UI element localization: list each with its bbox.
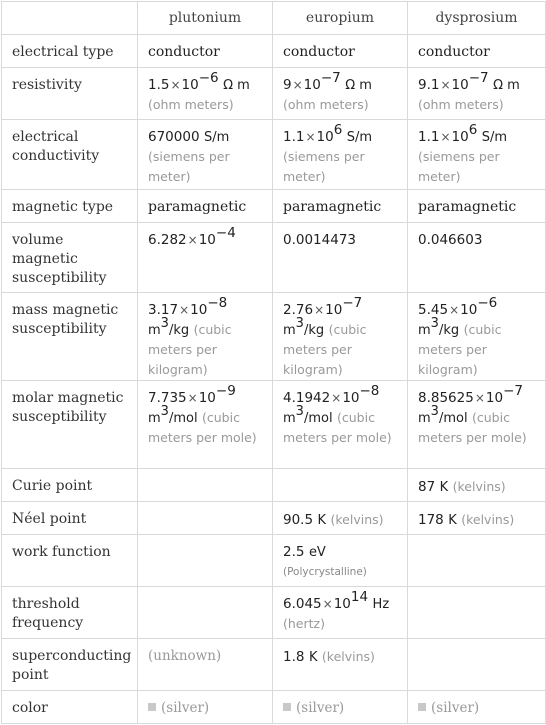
- value-unit: S/m: [204, 130, 230, 145]
- header-row: [2, 2, 546, 35]
- times-sign: ×: [322, 597, 333, 611]
- table-cell: [408, 587, 546, 639]
- table-cell: [138, 469, 273, 502]
- value-unit: m: [418, 323, 431, 338]
- row-label: resistivity: [2, 68, 138, 120]
- value-exponent: −6: [477, 295, 498, 312]
- row-label: superconducting point: [2, 639, 138, 691]
- unit-description: (hertz): [283, 616, 325, 631]
- table-cell: [408, 502, 546, 535]
- row-label: volume magnetic susceptibility: [2, 223, 138, 293]
- value-unit: K: [317, 513, 327, 528]
- times-sign: ×: [474, 391, 485, 405]
- value-plain: 1.8: [283, 649, 305, 665]
- row-label: electrical type: [2, 35, 138, 68]
- table-cell: [408, 469, 546, 502]
- table-cell: paramagnetic: [138, 190, 273, 223]
- unit-exponent: 3: [430, 316, 439, 332]
- color-value: (silver): [296, 700, 345, 716]
- value-unit: K: [448, 513, 457, 528]
- value-exponent: −6: [198, 70, 219, 87]
- table-cell: [273, 293, 408, 381]
- value-mantissa: 2.76: [283, 302, 314, 318]
- row-label: Néel point: [2, 502, 138, 535]
- row-label: work function: [2, 535, 138, 587]
- table-cell: [138, 293, 273, 381]
- table-row: [2, 293, 546, 381]
- table-cell: [138, 120, 273, 190]
- value-mantissa: 4.1942: [283, 390, 331, 406]
- unit-description: (kelvins): [461, 512, 515, 527]
- value-base: 10: [303, 77, 321, 93]
- row-label: molar magnetic susceptibility: [2, 381, 138, 469]
- table-row: [2, 120, 546, 190]
- value-plain: 87: [418, 479, 436, 495]
- table-cell: paramagnetic: [408, 190, 546, 223]
- table-cell: [408, 68, 546, 120]
- value-plain: 0.046603: [418, 232, 483, 248]
- value-base: 10: [198, 232, 216, 248]
- table-cell: [273, 120, 408, 190]
- table-row: [2, 691, 546, 724]
- column-header-plutonium: plutonium: [138, 2, 273, 35]
- value-unit-suffix: /mol: [303, 411, 333, 426]
- value-exponent: −8: [207, 295, 228, 312]
- value-plain: 670000: [148, 129, 200, 145]
- value-mantissa: 7.735: [148, 390, 187, 406]
- times-sign: ×: [449, 303, 460, 317]
- table-cell: [408, 120, 546, 190]
- unit-exponent: 3: [295, 316, 304, 332]
- unit-description: (cubic meters per mole): [418, 410, 527, 445]
- table-row: [2, 639, 546, 691]
- value-unit: Ω m: [493, 78, 520, 93]
- row-label: magnetic type: [2, 190, 138, 223]
- value-base: 10: [485, 390, 504, 406]
- value-unit: K: [308, 650, 318, 665]
- value-unit: S/m: [481, 130, 508, 145]
- times-sign: ×: [331, 391, 342, 405]
- value-base: 10: [451, 129, 469, 145]
- unit-description: (kelvins): [321, 649, 375, 664]
- value-unit: m: [148, 323, 161, 338]
- table-row: [2, 190, 546, 223]
- value-base: 10: [181, 77, 199, 93]
- value-base: 10: [325, 302, 343, 318]
- color-swatch: [283, 703, 291, 711]
- table-cell: [138, 691, 273, 724]
- table-cell: [408, 691, 546, 724]
- unit-exponent: 3: [430, 404, 439, 420]
- unit-description: (kelvins): [452, 479, 506, 494]
- table-cell: [138, 223, 273, 293]
- color-value: (silver): [161, 700, 210, 716]
- color-swatch: [418, 703, 426, 711]
- table-row: [2, 469, 546, 502]
- value-mantissa: 6.282: [148, 232, 187, 248]
- unit-description: (cubic meters per kilogram): [418, 322, 502, 377]
- unit-description: (cubic meters per mole): [148, 410, 257, 445]
- table-cell: [138, 639, 273, 691]
- value-unit: S/m: [346, 130, 373, 145]
- value-plain: 0.0014473: [283, 232, 357, 248]
- table-cell: [408, 223, 546, 293]
- value-unit: m: [418, 411, 431, 426]
- value-base: 10: [190, 302, 208, 318]
- value-base: 10: [342, 390, 360, 406]
- table-row: [2, 68, 546, 120]
- table-cell: paramagnetic: [273, 190, 408, 223]
- table-cell: [273, 639, 408, 691]
- row-label: Curie point: [2, 469, 138, 502]
- value-mantissa: 1.1: [283, 129, 305, 145]
- row-label: mass magnetic susceptibility: [2, 293, 138, 381]
- unit-description: (siemens per meter): [418, 149, 500, 184]
- value-mantissa: 9: [283, 77, 292, 93]
- unit-exponent: 3: [295, 404, 304, 420]
- table-cell: [273, 469, 408, 502]
- color-swatch: [148, 703, 156, 711]
- value-exponent: 6: [333, 122, 343, 139]
- value-unit: eV: [308, 545, 326, 560]
- column-header-dysprosium: dysprosium: [408, 2, 546, 35]
- corner-cell: [2, 2, 138, 35]
- table-cell: conductor: [273, 35, 408, 68]
- value-mantissa: 5.45: [418, 302, 449, 318]
- value-base: 10: [451, 77, 469, 93]
- value-mantissa: 8.85625: [418, 390, 474, 406]
- table-cell: [273, 502, 408, 535]
- table-cell: [273, 535, 408, 587]
- value-base: 10: [460, 302, 478, 318]
- table-cell: [138, 381, 273, 469]
- value-exponent: −7: [320, 70, 341, 87]
- row-label: color: [2, 691, 138, 724]
- unit-exponent: 3: [160, 316, 169, 332]
- row-label: electrical conductivity: [2, 120, 138, 190]
- unit-description: (ohm meters): [148, 97, 234, 112]
- unit-description: (siemens per meter): [283, 149, 365, 184]
- unit-description: (cubic meters per kilogram): [283, 322, 367, 377]
- properties-table: [1, 1, 546, 724]
- table-row: [2, 587, 546, 639]
- times-sign: ×: [440, 130, 451, 144]
- column-header-europium: europium: [273, 2, 408, 35]
- times-sign: ×: [187, 391, 198, 405]
- table-cell: [408, 381, 546, 469]
- table-row: [2, 502, 546, 535]
- value-plain: 178: [418, 512, 444, 528]
- table-cell: [273, 691, 408, 724]
- table-row: [2, 381, 546, 469]
- value-base: 10: [316, 129, 334, 145]
- times-sign: ×: [187, 233, 198, 247]
- value-base: 10: [333, 596, 351, 612]
- value-unit: K: [439, 480, 449, 495]
- value-mantissa: 3.17: [148, 302, 179, 318]
- value-unit: Hz: [372, 597, 390, 612]
- table-cell: conductor: [138, 35, 273, 68]
- value-mantissa: 1.1: [418, 129, 440, 145]
- value-mantissa: 1.5: [148, 77, 170, 93]
- value-exponent: 6: [468, 122, 478, 139]
- value-unit: m: [283, 411, 296, 426]
- value-unit-suffix: /kg: [303, 323, 325, 338]
- unit-exponent: 3: [160, 404, 169, 420]
- unit-description: (siemens per meter): [148, 149, 230, 184]
- color-value: (silver): [431, 700, 480, 716]
- table-cell: [273, 223, 408, 293]
- table-cell: [138, 587, 273, 639]
- row-label: threshold frequency: [2, 587, 138, 639]
- table-cell: conductor: [408, 35, 546, 68]
- value-exponent: −7: [503, 383, 523, 400]
- value-plain: 2.5: [283, 544, 305, 560]
- times-sign: ×: [440, 78, 451, 92]
- table-cell: [273, 68, 408, 120]
- value-note: (Polycrystalline): [283, 566, 367, 578]
- table-cell: [138, 68, 273, 120]
- value-unit: Ω m: [223, 78, 250, 93]
- unit-description: (kelvins): [330, 512, 384, 527]
- value-exponent: 14: [350, 589, 369, 606]
- table-cell: [273, 381, 408, 469]
- value-unit: m: [148, 411, 161, 426]
- unit-description: (ohm meters): [283, 97, 369, 112]
- times-sign: ×: [314, 303, 325, 317]
- table-row: [2, 223, 546, 293]
- table-row: [2, 35, 546, 68]
- table-cell: [408, 293, 546, 381]
- unit-description: (cubic meters per kilogram): [148, 322, 232, 377]
- table-cell: [408, 639, 546, 691]
- table-cell: [273, 587, 408, 639]
- times-sign: ×: [170, 78, 181, 92]
- value-unit-suffix: /mol: [438, 411, 468, 426]
- value-unit-suffix: /kg: [438, 323, 460, 338]
- value-unit-suffix: /kg: [168, 323, 190, 338]
- value-base: 10: [198, 390, 216, 406]
- times-sign: ×: [179, 303, 190, 317]
- value-exponent: −7: [342, 295, 363, 312]
- value-exponent: −7: [468, 70, 489, 87]
- times-sign: ×: [292, 78, 303, 92]
- value-exponent: −9: [215, 383, 236, 400]
- value-plain: 90.5: [283, 512, 314, 528]
- value-exponent: −4: [215, 225, 236, 242]
- table-cell: [138, 502, 273, 535]
- table-cell: [408, 535, 546, 587]
- unit-description: (ohm meters): [418, 97, 504, 112]
- value-unit: Ω m: [345, 78, 372, 93]
- table-cell: [138, 535, 273, 587]
- value-mantissa: 9.1: [418, 77, 440, 93]
- value-unit: m: [283, 323, 296, 338]
- times-sign: ×: [305, 130, 316, 144]
- unknown-value: (unknown): [148, 648, 222, 664]
- value-exponent: −8: [359, 383, 380, 400]
- value-mantissa: 6.045: [283, 596, 322, 612]
- value-unit-suffix: /mol: [168, 411, 198, 426]
- unit-description: (cubic meters per mole): [283, 410, 392, 445]
- table-row: [2, 535, 546, 587]
